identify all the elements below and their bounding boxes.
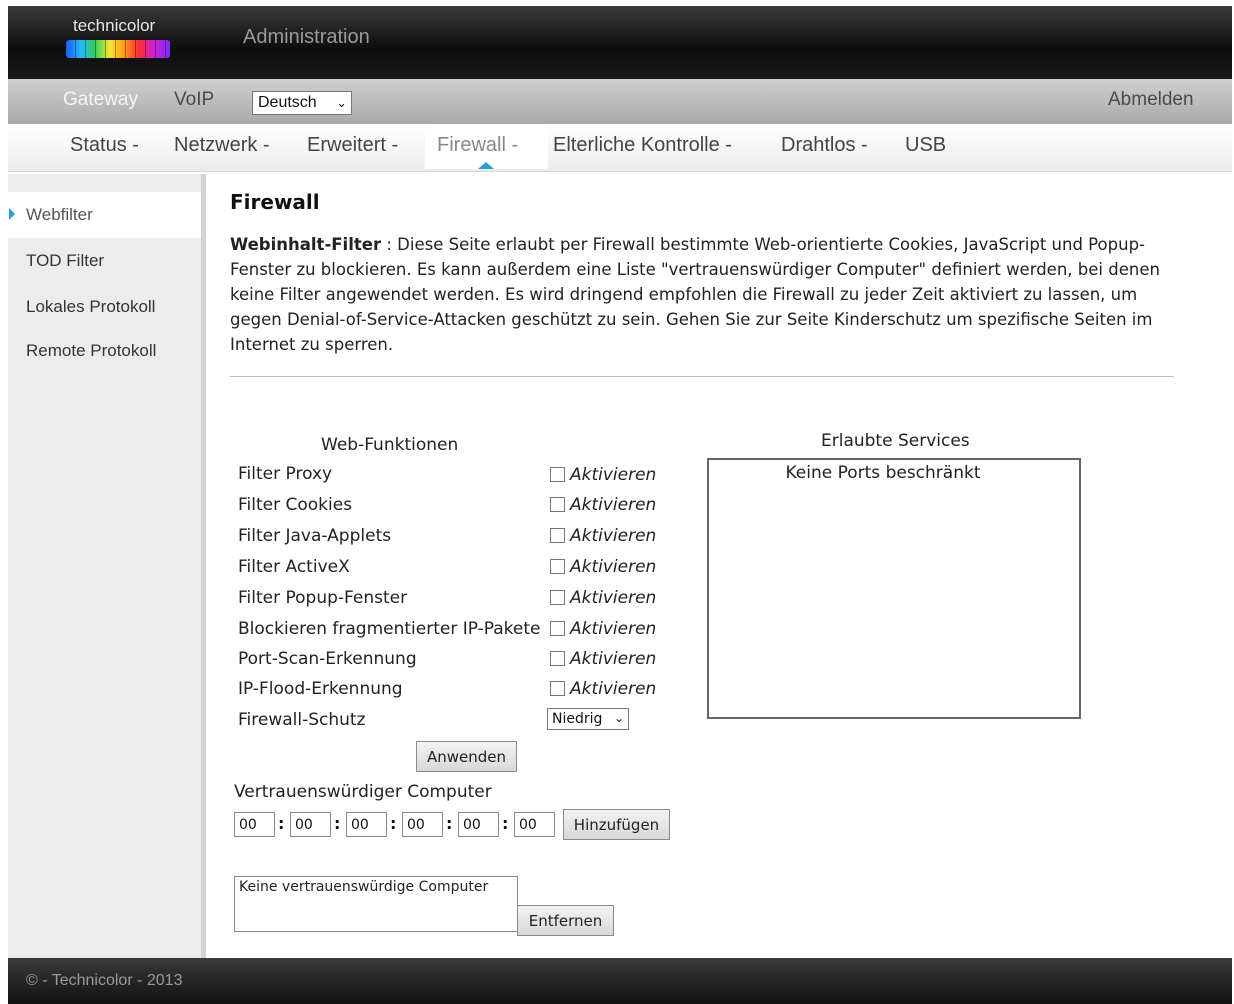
firewall-protection-label: Firewall-Schutz	[238, 710, 366, 730]
checkbox-label: Aktivieren	[570, 526, 657, 546]
filter-label: Filter Popup-Fenster	[238, 588, 408, 608]
sidebar-item-remote-protokoll[interactable]: Remote Protokoll	[26, 341, 157, 360]
checkbox-label: Aktivieren	[570, 465, 657, 485]
language-select[interactable]	[252, 91, 352, 115]
filter-label: Filter ActiveX	[238, 557, 350, 577]
nav-gateway[interactable]: Gateway	[63, 89, 138, 110]
apply-button[interactable]: Anwenden	[416, 741, 517, 772]
tab-elterliche-kontrolle[interactable]: Elterliche Kontrolle -	[553, 134, 732, 156]
mac-octet-6-input[interactable]: 00	[514, 812, 555, 837]
sidebar-item-webfilter[interactable]: Webfilter	[26, 205, 93, 224]
top-navigation	[8, 79, 1232, 124]
technicolor-logo	[66, 16, 176, 66]
copyright-text: © - Technicolor - 2013	[26, 972, 183, 989]
filter-label: Port-Scan-Erkennung	[238, 649, 417, 669]
filter-label: Filter Cookies	[238, 495, 353, 515]
filter-label: Blockieren fragmentierter IP-Pakete	[238, 619, 541, 639]
section-tabs	[8, 124, 1232, 172]
filter-java-applets-checkbox[interactable]	[550, 528, 565, 543]
page-header-title: Administration	[243, 26, 370, 48]
remove-trusted-button[interactable]: Entfernen	[517, 905, 614, 936]
checkbox-label: Aktivieren	[570, 557, 657, 577]
mac-separator: :	[390, 814, 397, 833]
add-trusted-button[interactable]: Hinzufügen	[563, 809, 670, 840]
nav-voip[interactable]: VoIP	[174, 89, 215, 110]
firewall-protection-value: Niedrig	[552, 711, 603, 727]
tab-usb[interactable]: USB	[905, 134, 947, 156]
active-tab-indicator-icon	[478, 162, 494, 169]
tab-drahtlos[interactable]: Drahtlos -	[781, 134, 868, 156]
filter-label: Filter Java-Applets	[238, 526, 392, 546]
intro-text: Diese Seite erlaubt per Firewall bestimmte Web-orientierte Cookies, JavaScript und Popup-Fenster zu blockieren. Es kann außerdem eine Liste "vertrauenswürdiger Computer" definiert werden, bei denen keine Filter angewendet werden. Es wird dringend empfohlen die Firewall zu jeder Zeit aktiviert zu lassen, um gegen Denial-of-Service-Attacken geschützt zu sein. Gehen Sie zur Seite Kinderschutz um spezifische Seiten im Internet zu sperren.	[230, 235, 1160, 354]
mac-octet-3-input[interactable]: 00	[346, 812, 387, 837]
filter-label: IP-Flood-Erkennung	[238, 679, 403, 699]
filter-activex-checkbox[interactable]	[550, 559, 565, 574]
mac-separator: :	[446, 814, 453, 833]
mac-octet-5-input[interactable]: 00	[458, 812, 499, 837]
sidebar	[8, 174, 206, 958]
web-functions-heading: Web-Funktionen	[321, 435, 459, 455]
filter-popup-checkbox[interactable]	[550, 590, 565, 605]
tab-firewall[interactable]: Firewall -	[437, 134, 519, 156]
trusted-computer-label: Vertrauenswürdiger Computer	[234, 782, 492, 802]
sidebar-item-tod-filter[interactable]: TOD Filter	[26, 251, 105, 270]
trusted-list-empty-text: Keine vertrauenswürdige Computer	[239, 879, 489, 895]
checkbox-label: Aktivieren	[570, 619, 657, 639]
checkbox-label: Aktivieren	[570, 649, 657, 669]
sidebar-item-lokales-protokoll[interactable]: Lokales Protokoll	[26, 297, 156, 316]
checkbox-label: Aktivieren	[570, 495, 657, 515]
ip-flood-checkbox[interactable]	[550, 681, 565, 696]
filter-label: Filter Proxy	[238, 464, 333, 484]
filter-proxy-checkbox[interactable]	[550, 467, 565, 482]
chevron-down-icon: ⌄	[613, 711, 624, 725]
block-fragmented-ip-checkbox[interactable]	[550, 621, 565, 636]
filter-cookies-checkbox[interactable]	[550, 497, 565, 512]
footer	[8, 958, 1232, 1004]
tab-status[interactable]: Status -	[70, 134, 139, 156]
tab-netzwerk[interactable]: Netzwerk -	[174, 134, 270, 156]
allowed-services-heading: Erlaubte Services	[821, 431, 970, 451]
trusted-computer-list[interactable]	[234, 876, 518, 932]
page-title: Firewall	[230, 190, 320, 214]
language-select-value: Deutsch	[258, 94, 317, 111]
mac-octet-4-input[interactable]: 00	[402, 812, 443, 837]
intro-separator: :	[381, 235, 398, 254]
mac-separator: :	[278, 814, 285, 833]
divider	[230, 376, 1174, 377]
sidebar-active-arrow-icon	[9, 208, 15, 220]
header-bar	[8, 6, 1232, 79]
logo-text: technicolor	[73, 16, 156, 35]
tab-erweitert[interactable]: Erweitert -	[307, 134, 399, 156]
mac-octet-1-input[interactable]: 00	[234, 812, 275, 837]
checkbox-label: Aktivieren	[570, 679, 657, 699]
logo-color-bar	[66, 40, 170, 58]
port-scan-checkbox[interactable]	[550, 651, 565, 666]
checkbox-label: Aktivieren	[570, 588, 657, 608]
mac-octet-2-input[interactable]: 00	[290, 812, 331, 837]
allowed-services-list[interactable]	[707, 458, 1081, 719]
intro-paragraph	[230, 232, 1170, 357]
intro-heading: Webinhalt-Filter	[230, 235, 382, 254]
chevron-down-icon: ⌄	[336, 95, 347, 110]
logout-link[interactable]: Abmelden	[1108, 89, 1194, 110]
mac-separator: :	[502, 814, 509, 833]
firewall-protection-select[interactable]	[547, 708, 629, 730]
allowed-services-text: Keine Ports beschränkt	[785, 463, 981, 483]
mac-separator: :	[334, 814, 341, 833]
